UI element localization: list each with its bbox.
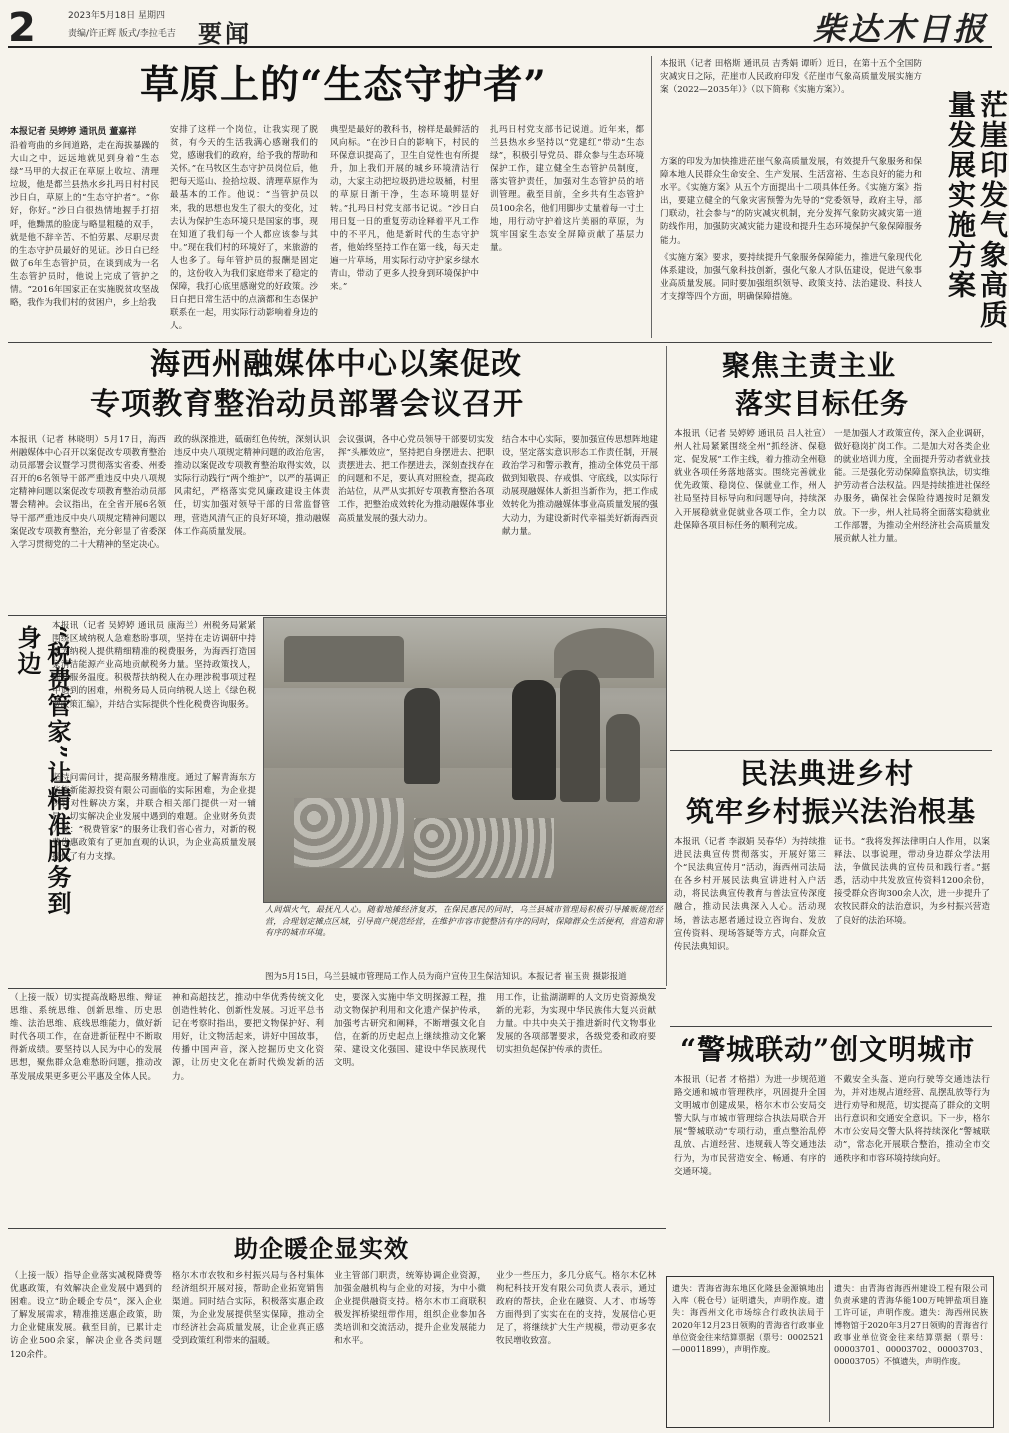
- article9-col3: 业主管部门职责，统筹协调企业资源，加强金融机构与企业的对接，为中小微企业提供融资支持。格尔木市工商联积极发挥桥梁纽带作用，组织企业参加各类培训和交流活动，提升企业发展能力和水平。: [334, 1271, 486, 1347]
- section-rule: [8, 1228, 666, 1229]
- article3-col2: 政的纵深推进，砥砺红色传统，深刻认识违反中央八项规定精神问题的政治危害，推动以案促改专项教育整治取得实效，以实际行动践行“两个维护”，以严的基调正风肃纪，严格落实党风廉政建设主体责任，切实加强对领导干部的日常监督管理，营造风清气正的良好环境，推动融媒体工作高质量发展。: [174, 435, 330, 537]
- header-rule: [8, 46, 992, 48]
- photo-caption: 人间烟火气，最抚凡人心。随着地摊经济复苏，在保民惠民的同时，乌兰县城市管理局积极引导摊贩规范经营，合理划定摊点区域，引导商户规范经营，在维护市容市貌整洁有序的同时，保障群众生活便利，营造和谐有序的城市环境。: [265, 904, 663, 937]
- article1-col3: 典型是最好的教科书，榜样是最鲜活的风向标。“在沙日白的影响下，村民的环保意识提高了，卫生自觉性也有所提升，加上我们开展的城乡环境清洁行动，大家主动把垃圾扔进垃圾桶，村里的草原日渐干净，生态环境明显好转。”扎玛日村党支部书记说。“沙日白用日复一日的重复劳动诠释着平凡工作中的不平凡，他是新时代的生态守护者，他始终坚持工作在第一线，每天走遍一片草场，用实际行动守护家乡绿水青山，带动了更多人投身到环境保护中来。”: [330, 125, 479, 293]
- article9-col1: （上接一版）指导企业落实减税降费等优惠政策，有效解决企业发展中遇到的困难。设立“助企暖企专员”，深入企业了解发展需求，精准推送惠企政策，助力企业健康发展。截至目前，已累计走访企业500余家，解决企业各类问题120余件。: [10, 1271, 162, 1360]
- article3-col1: 本报讯（记者 林晓明）5月17日，海西州融媒体中心召开以案促改专项教育整治动员部署会议暨学习贯彻落实省委、州委召开的6名领导干部严重违反中央八项规定精神问题以案促改专项教育整治动员部署会精神。会议指出，在全省开展6名领导干部严重违反中央八项规定精神问题以案促改专项教育整治，充分彰显了省委深入学习贯彻党的二十大精神的坚定决心。: [10, 435, 166, 550]
- news-photo: [263, 617, 667, 903]
- masthead: 柴达木日报: [812, 10, 988, 48]
- section-rule: [8, 615, 666, 616]
- article7-col2: 证书。“我将发挥法律明白人作用，以案释法、以事说理，带动身边群众学法用法，争做民法典的宣传员和践行者。”据悉，活动中共发放宣传资料1200余份，接受群众咨询300余人次，进一步提升了农牧民群众的法治意识，为乡村振兴营造了良好的法治环境。: [834, 837, 990, 926]
- article3-col3: 会议强调，各中心党员领导干部要切实发挥“头雁效应”，坚持把自身摆进去、把职责摆进去、把工作摆进去，深刻查找存在的问题和不足，要认真对照检查，提高政治站位，从严从实抓好专项教育整治各项工作，把整治成效转化为推动融媒体事业高质量发展的强大动力。: [338, 435, 494, 524]
- page-number: 2: [8, 5, 36, 51]
- article1-col1: 沿着弯曲的乡间道路，走在海拔暴躁的大山之中，远远地就见到身着“生态绿”马甲的大叔正在草原上收垃、清理垃圾，他是都兰县热水乡扎玛日村村民沙日白，草原上的“生态守护者”。“你好，你好。”沙日白很热情地握手打招呼，他黝黑的脸庞与略显粗糙的双手，就是他不辞辛苦、不怕劳累、尽职尽责的生态守护员最好的见证。沙日白已经做了6年生态管护员，在谈到成为一名生态管护员时，他说上完成了管护之情。“2016年国家正在实施脱贫攻坚战略，我作为我们村的贫困户，乡上给我: [10, 141, 159, 309]
- article7-title-line2: 筑牢乡村振兴法治根基: [686, 795, 977, 828]
- photo-credit: 图为5月15日，乌兰县城市管理局工作人员为商户宣传卫生保洁知识。本报记者 崔玉贵 摄影报道: [265, 972, 627, 982]
- article8-col1: 本报讯（记者 才格措）为进一步规范道路交通和城市管理秩序，巩固提升全国文明城市创建成果，格尔木市公安局交警大队与市城市管理综合执法局联合开展“警城联动”专项行动，重点整治乱停乱放、占道经营、违规载人等交通违法行为，为市民营造安全、畅通、有序的交通环境。: [674, 1075, 826, 1177]
- column-divider: [829, 1280, 830, 1422]
- article7-title-line1: 民法典进乡村: [740, 757, 915, 790]
- section-rule: [670, 750, 992, 751]
- article9-col4: 业少一些压力，多几分底气。格尔木亿林枸杞科技开发有限公司负责人表示，通过政府的帮扶，企业在融资、人才、市场等方面得到了实实在在的支持，发展信心更足了，将继续扩大生产规模，带动更多农牧民增收致富。: [496, 1271, 656, 1347]
- article2-title: 茫崖印发气象高质量发展实施方案: [944, 90, 1009, 330]
- article9-col2: 格尔木市农牧和乡村振兴局与各村集体经济组织开展对接，帮助企业拓宽销售渠道。同时结合实际，积极落实惠企政策，为企业发展提供坚实保障，推动全市经济社会高质量发展，让企业真正感受到政策红利带来的温暖。: [172, 1271, 324, 1347]
- article2-byline: 本报讯（记者 田格斯 通讯员 吉秀娟 谭昕）近日，在第十五个全国防灾减灾日之际，茫崖市人民政府印发《茫崖市气象高质量发展实施方案（2022—2035年）》（以下简称《实施方案》）。: [660, 59, 922, 96]
- notice-right: 遗失：由青海省海西州建设工程有限公司负责承建的青海华能100万吨钾盐项目施工许可证，声明作废。遗失：海西州民族博物馆于2020年3月27日领购的青海省行政事业单位资金往来结算票据（票号：00003701、00003702、00003703、00003705）不慎遗失，声明作废。: [834, 1283, 988, 1367]
- article9-title: 助企暖企显实效: [234, 1234, 409, 1263]
- article7-col1: 本报讯（记者 李淑娟 吴春华）为持续推进民法典宣传贯彻落实，开展好第三个“民法典宣传月”活动，海西州司法局在各乡村开展民法典宣讲进村入户活动，将民法典宣传教育与普法宣传深度融合，推动民法典深入人心。活动现场，普法志愿者通过设立咨询台、发放宣传资料、现场答疑等方式，向群众宣传民法典知识。: [674, 837, 826, 952]
- article3-col4: 结合本中心实际，要加强宣传思想阵地建设，坚定落实意识形态工作责任制，开展政治学习和警示教育，推动全体党员干部做到知敬畏、存戒惧、守底线，以实际行动展现融媒体人新担当新作为，把工作成效转化为推动融媒体事业高质量发展的强大动力，为建设新时代幸福美好新海西贡献力量。: [502, 435, 658, 537]
- article4-col2: 一是加强人才政策宣传，深入企业调研，做好稳岗扩岗工作。二是加大对各类企业的就业培训力度，全面提升劳动者就业技能。三是强化劳动保障监察执法，切实维护劳动者合法权益。四是持续推进社保经办服务，确保社会保险待遇按时足额发放。下一步，州人社局将全面落实稳就业工作部署，为推动全州经济社会高质量发展贡献人社力量。: [834, 429, 990, 544]
- article8-title: “警城联动”创文明城市: [680, 1033, 976, 1066]
- article6-col4: 用工作，让盐湖湖畔的人文历史资源焕发新的光彩，为实现中华民族伟大复兴贡献力量。中共中央关于推进新时代文物事业发展的各项部署要求，各级党委和政府要切实担负起保护传承的责任。: [496, 993, 656, 1056]
- article3-title-line2: 专项教育整治动员部署会议召开: [90, 387, 524, 422]
- photo-officer: [560, 670, 600, 802]
- photo-building: [284, 636, 404, 682]
- article4-title-line2: 落实目标任务: [735, 387, 910, 420]
- photo-person: [404, 688, 440, 784]
- article1-byline: 本报记者 吴婷婷 通讯员 董嘉祥: [10, 127, 137, 137]
- article5-col1: 本报讯（记者 吴婷婷 通讯员 康海兰）州税务局紧紧围绕区域纳税人急难愁盼事项，坚持在走访调研中持续为纳税人提供精细精准的税费服务，为海西打造国家清洁能源产业高地贡献税务力量。坚持政策找人，提升服务温度。积极帮扶纳税人在办理涉税事项过程中遇到的困难，州税务局人员向纳税人送上《绿色税费政策汇编》，并结合实际提供个性化税费咨询服务。: [52, 621, 256, 710]
- photo-wares: [414, 818, 554, 878]
- photo-officer: [512, 680, 556, 800]
- article1-col4: 扎玛日村党支部书记说道。近年来，都兰县热水乡坚持以“党建红”带动“生态绿”，积极引导党员、群众参与生态环境保护工作，建立健全生态管护员制度，落实管护责任，加强对生态管护员的培训管理。截至目前，全乡共有生态管护员100余名，他们用脚步丈量着每一寸土地，用行动守护着这片美丽的草原，为筑牢国家生态安全屏障贡献了基层力量。: [490, 125, 644, 253]
- photo-wares: [294, 798, 404, 868]
- column-divider: [651, 56, 652, 338]
- article4-col1: 本报讯（记者 吴婷婷 通讯员 吕人社宣）州人社局紧紧围绕全州“抓经济、保稳定、促发展”工作主线，着力推动全州稳就业各项任务落地落实。围绕完善就业优先政策、稳岗位、保就业工作，州人社局坚持目标导向和问题导向，持续深入开展稳就业促就业各项工作，全力以赴保障各项目标任务的顺利完成。: [674, 429, 826, 531]
- article8-col2: 不戴安全头盔、逆向行驶等交通违法行为，并对违规占道经营、乱摆乱放等行为进行劝导和规范，切实提高了群众的文明出行意识和交通安全意识。下一步，格尔木市公安局交警大队将持续深化“警城联动”，常态化开展联合整治，推动全市交通秩序和市容环境持续向好。: [834, 1075, 990, 1164]
- article2-col2: 《实施方案》要求，要持续提升气象服务保障能力，推进气象现代化体系建设，加强气象科技创新，强化气象人才队伍建设，促进气象事业高质量发展。同时要加强组织领导、政策支持、法治建设、科技人才支撑等四个方面，明确保障措施。: [660, 253, 922, 303]
- date-line: 2023年5月18日 星期四: [68, 11, 165, 21]
- article1-col2: 安排了这样一个岗位，让我实现了脱贫，有今天的生活我满心感谢我们的党，感谢我们的政府，给予我的帮助和关怀。”在马牧区生态守护员岗位后，他把每天巡山、捡拾垃圾、清理草原作为最基本的工作。他说：“当管护员以来，我的思想也发生了很大的变化，过去认为保护生态环境只是国家的事，现在知道了我们每一个人都应该参与其中。”现在我们村的环境好了，来旅游的人也多了。每年管护员的报酬是固定的，这份收入为我们家庭带来了稳定的保障，我打心底里感谢党的好政策。沙日白把日常生活中的点滴都和生态保护联系在一起，用实际行动影响着身边的人。: [170, 125, 318, 332]
- editors-line: 责编/许正辉 版式/李拉毛吉: [68, 29, 176, 39]
- article1-title: 草原上的“生态守护者”: [140, 62, 547, 108]
- article6-col2: 神和高超技艺，推动中华优秀传统文化创造性转化、创新性发展。习近平总书记在考察时指出，要把文物保护好、利用好，让文物活起来，讲好中国故事，传播中国声音，深入挖掘历史文化资源，让历史文化在新时代焕发新的活力。: [172, 993, 324, 1082]
- article5-col2: 坚持问需问计，提高服务精准度。通过了解青海东方华能新能源投资有限公司面临的实际困难，为企业提供针对性解决方案，并联合相关部门提供一对一辅导，切实解决企业发展中遇到的难题。企业财务负责人说：“税费管家”的服务让我们省心省力，对新的税费优惠政策有了更加直观的认识，为企业高质量发展提供了有力支撑。: [52, 773, 256, 862]
- article6-col3: 史，要深入实施中华文明探源工程，推动文物保护利用和文化遗产保护传承，加强考古研究和阐释，不断增强文化自信，在新的历史起点上继续推动文化繁荣、建设文化强国、建设中华民族现代文明。: [334, 993, 486, 1069]
- section-rule: [8, 342, 992, 343]
- article6-col1: （上接一版）切实提高战略思维、辩证思维、系统思维、创新思维、历史思维、法治思维、底线思维能力，做好新时代各项工作，在奋进新征程中不断取得新成绩。要坚持以人民为中心的发展思想，聚焦群众急难愁盼问题，推动改革发展成果更多更公平惠及全体人民。: [10, 993, 162, 1082]
- photo-person: [606, 714, 640, 802]
- article3-title-line1: 海西州融媒体中心以案促改: [150, 347, 522, 382]
- notice-left: 遗失：青海省海东地区化隆县金源镇地出入库（税仓号）证明遗失，声明作废。遗失：海西州文化市场综合行政执法局于2020年12月23日领购的青海省行政事业单位资金往来结算票据（票号：0002521—00011899），声明作废。: [672, 1283, 824, 1355]
- section-rule: [8, 988, 666, 989]
- article2-col1: 方案的印发为加快推进茫崖气象高质量发展，有效提升气象服务和保障本地人民群众生命安全、生产发展、生活富裕、生态良好的能力和水平。《实施方案》从五个方面提出十二项具体任务。《实施方案》指出，要建立健全的气象灾害预警为先导的“党委领导，政府主导，部门联动，社会参与”的防灾减灾机制，充分发挥气象防灾减灾第一道防线作用，加强防灾减灾能力建设和提升生态环境保护气象保障服务能力。: [660, 157, 922, 246]
- section-title: 要闻: [198, 19, 252, 48]
- article4-title-line1: 聚焦主责主业: [722, 349, 897, 382]
- section-rule: [670, 1026, 992, 1027]
- article5-title: “税费管家”让精准服务到身边: [13, 625, 72, 917]
